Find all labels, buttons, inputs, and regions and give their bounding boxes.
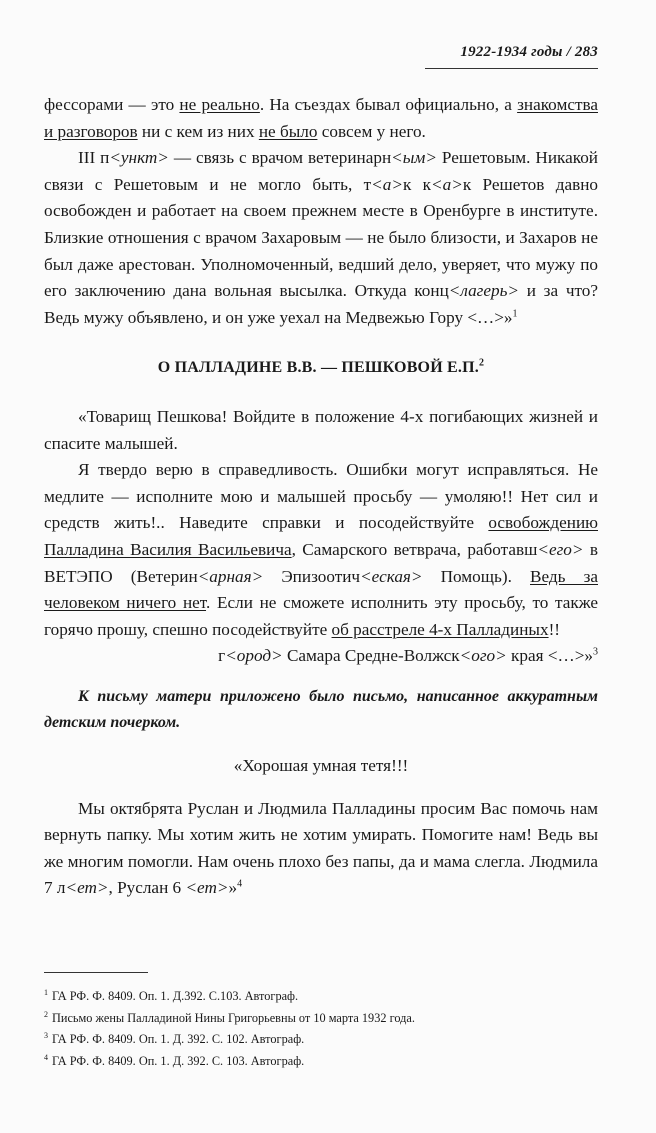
footnote bbox=[44, 1027, 598, 1049]
body-text bbox=[44, 92, 598, 902]
footnote-number: 4 bbox=[44, 1052, 48, 1062]
paragraph-2 bbox=[44, 145, 598, 331]
text-span: , Руслан 6 bbox=[108, 878, 186, 898]
text-span: «Товарищ Пешкова! Войдите в положение 4-х погибающих жизней и спасите малышей. bbox=[44, 406, 598, 453]
editorial-insertion: <ет> bbox=[185, 878, 229, 898]
text-span: !! bbox=[548, 619, 561, 639]
section-heading bbox=[44, 355, 598, 382]
editorial-insertion: <а> bbox=[371, 174, 403, 194]
footnote-ref: 2 bbox=[478, 358, 485, 370]
text-span: г bbox=[218, 646, 226, 666]
text-span: . На съездах бывал официально, а bbox=[259, 95, 518, 114]
editorial-insertion: <ород> bbox=[225, 646, 283, 666]
footnote bbox=[44, 984, 598, 1006]
paragraph-4 bbox=[44, 457, 598, 643]
editorial-insertion: <ого> bbox=[459, 646, 507, 666]
underlined-text: не было bbox=[258, 121, 318, 141]
text-span: Решетовым. Никакой связи с Решетовым и не могло быть, т bbox=[44, 148, 599, 194]
header-rule bbox=[425, 68, 598, 69]
underlined-text: знакомства и разговоров bbox=[44, 95, 598, 141]
text-span: в ВЕТЭПО (Ветерин bbox=[44, 539, 598, 586]
text-span: » bbox=[228, 878, 238, 898]
paragraph-1 bbox=[44, 92, 598, 145]
underlined-text: освобождению Палладина Василия Васильевича bbox=[44, 513, 598, 559]
footnotes bbox=[44, 984, 598, 1070]
text-span: Самара Средне-Волжск bbox=[282, 646, 460, 666]
editorial-insertion: <ункт> bbox=[109, 148, 169, 168]
footnote-rule bbox=[44, 972, 148, 973]
letter-greeting bbox=[44, 753, 598, 780]
text-span: , Самарского ветврача, работавш bbox=[291, 539, 538, 559]
letter-signature-line bbox=[44, 643, 598, 670]
text-span: совсем у него. bbox=[317, 121, 426, 141]
underlined-text: не реально bbox=[179, 95, 260, 114]
text-span: и за что? Ведь мужу объявлено, и он уже уехал на Медвежью Гору <…>» bbox=[44, 281, 598, 327]
paragraph-3 bbox=[44, 404, 598, 457]
text-span: Я твердо верю в справедливость. Ошибки могут исправляться. Не медлите — исполните мою и малышей просьбу — умоляю!! Нет сил и средств жить!.. Наведите справки и посодействуйте bbox=[44, 460, 598, 533]
text-span: Эпизоотич bbox=[263, 566, 361, 586]
underlined-text: Ведь за человеком ничего нет bbox=[44, 566, 598, 613]
running-head: 1922-1934 годы / 283 bbox=[460, 44, 598, 60]
text-span: «Хорошая умная тетя!!! bbox=[233, 756, 409, 776]
text-span: Мы октябрята Руслан и Людмила Палладины просим Вас помочь нам вернуть папку. Мы хотим жить не хотим умирать. Помогите нам! Ведь вы же многим помогли. Нам очень плохо без папы, да и мама слегла. Людмила 7 л bbox=[44, 798, 598, 898]
text-span: к Решетов давно освобожден и работает на своем прежнем месте в Оренбурге в институте. Близкие отношения с врачом Захаровым — не было близости, и Захаров не был даже арестован. Уполномоченный, ведший дело, уверяет, что мужу по его заключению дана вольная высылка. Откуда конц bbox=[44, 174, 599, 301]
text-span: края <…>» bbox=[506, 646, 593, 666]
footnote bbox=[44, 1006, 598, 1028]
text-span: ни с кем из них bbox=[137, 121, 259, 141]
text-span: Помощь). bbox=[422, 566, 530, 586]
paragraph-8 bbox=[44, 796, 598, 902]
editorial-insertion: <арная> bbox=[197, 566, 264, 586]
footnote-text: ГА РФ. Ф. 8409. Оп. 1. Д. 392. С. 103. Автограф. bbox=[52, 1053, 305, 1068]
text-span: фессорами — это bbox=[44, 95, 180, 114]
text-span: III п bbox=[78, 148, 110, 168]
footnote-ref: 3 bbox=[593, 646, 598, 658]
editorial-insertion: <а> bbox=[431, 174, 463, 194]
editorial-insertion: <ым> bbox=[391, 148, 437, 168]
footnote-number: 3 bbox=[44, 1031, 48, 1041]
editorial-note bbox=[44, 684, 598, 737]
section-heading-text: О ПАЛЛАДИНЕ В.В. — ПЕШКОВОЙ Е.П. bbox=[157, 359, 479, 377]
text-span: к к bbox=[402, 174, 432, 194]
footnote-ref: 4 bbox=[237, 878, 243, 890]
text-span: К письму матери приложено было письмо, написанное аккуратным детским почерком. bbox=[44, 687, 598, 732]
editorial-insertion: <лагерь> bbox=[448, 281, 520, 301]
underlined-text: об расстреле 4-х Палладиных bbox=[331, 619, 549, 639]
editorial-insertion: <ет> bbox=[65, 878, 109, 898]
footnote-number: 2 bbox=[44, 1009, 48, 1019]
footnote-text: ГА РФ. Ф. 8409. Оп. 1. Д. 392. С. 102. Автограф. bbox=[52, 1032, 305, 1047]
footnote-ref: 1 bbox=[512, 308, 518, 320]
footnote-text: Письмо жены Палладиной Нины Григорьевны от 10 марта 1932 года. bbox=[52, 1010, 415, 1025]
text-span: . Если не сможете исполнить эту просьбу, то также горячо прошу, спешно посодействуйте bbox=[44, 593, 598, 639]
footnote-number: 1 bbox=[44, 988, 48, 997]
editorial-insertion: <его> bbox=[537, 539, 584, 559]
text-span: — связь с врачом ветеринарн bbox=[168, 148, 392, 168]
editorial-insertion: <еская> bbox=[360, 566, 423, 586]
footnote bbox=[44, 1049, 598, 1071]
footnote-text: ГА РФ. Ф. 8409. Оп. 1. Д.392. С.103. Автограф. bbox=[52, 989, 299, 1004]
